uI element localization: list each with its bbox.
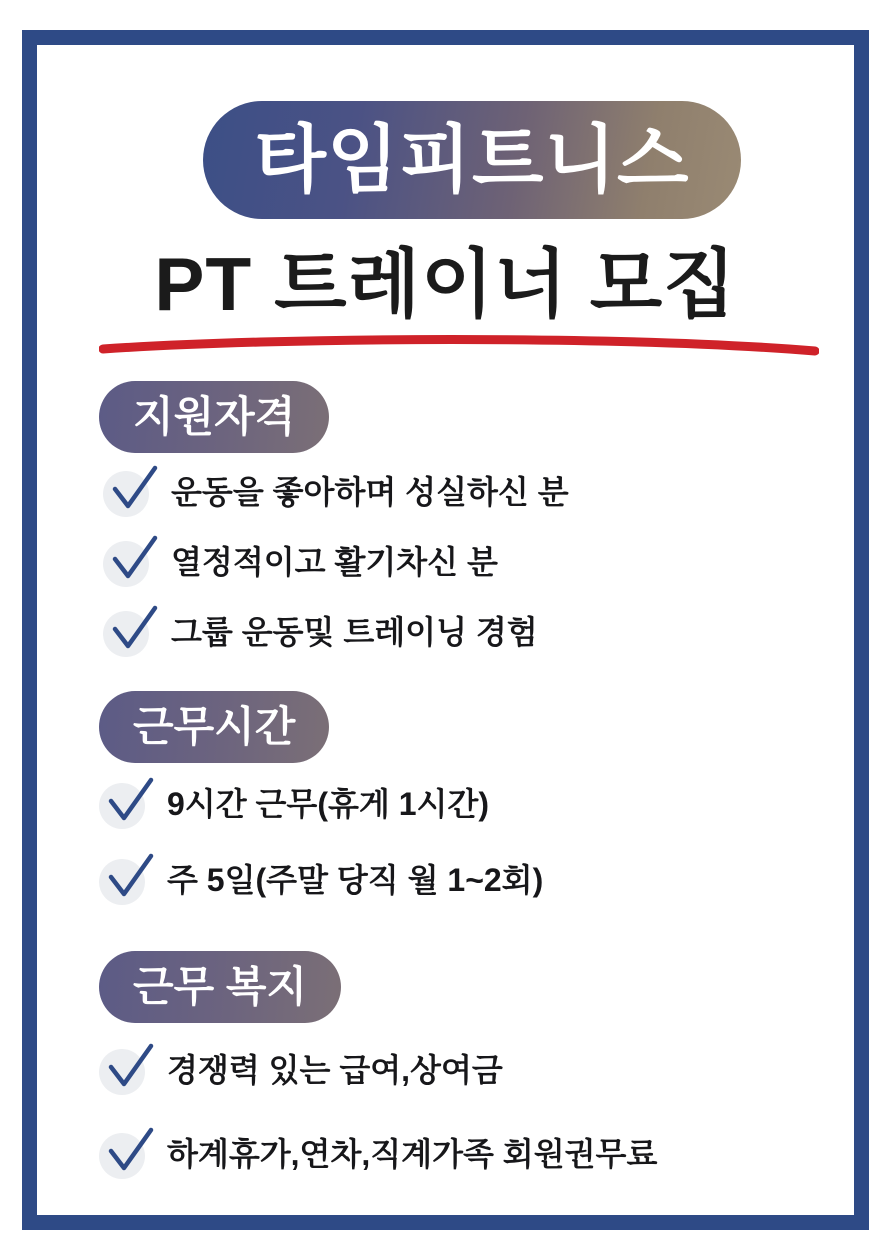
list-item bbox=[99, 1041, 799, 1099]
check-icon bbox=[99, 1041, 157, 1099]
brand-pill bbox=[203, 101, 741, 219]
check-icon bbox=[99, 1125, 157, 1183]
list-item-label: 운동을 좋아하며 성실하신 분 bbox=[171, 473, 569, 510]
section-title: 근무 복지 bbox=[133, 963, 307, 1010]
checkmark-glyph bbox=[103, 1125, 157, 1179]
check-icon bbox=[103, 533, 161, 591]
section-title: 근무시간 bbox=[133, 703, 296, 750]
list-benefits bbox=[99, 1041, 799, 1209]
list-item-label: 하계휴가,연차,직계가족 회원권무료 bbox=[167, 1135, 658, 1172]
section-header-benefits bbox=[99, 951, 341, 1023]
headline-underline-icon bbox=[99, 335, 819, 357]
list-item-label: 열정적이고 활기차신 분 bbox=[171, 543, 498, 580]
poster bbox=[22, 30, 869, 1230]
checkmark-glyph bbox=[107, 463, 161, 517]
poster-border bbox=[34, 42, 857, 1218]
checkmark-glyph bbox=[103, 775, 157, 829]
list-item bbox=[103, 463, 803, 521]
section-header-hours bbox=[99, 691, 329, 763]
list-item-label: 주 5일(주말 당직 월 1~2회) bbox=[167, 861, 544, 898]
list-item-label: 경쟁력 있는 급여,상여금 bbox=[167, 1051, 503, 1088]
page-title: PT 트레이너 모집 bbox=[154, 242, 737, 326]
check-icon bbox=[103, 463, 161, 521]
list-item bbox=[99, 775, 799, 833]
list-item bbox=[99, 851, 799, 909]
checkmark-glyph bbox=[103, 1041, 157, 1095]
section-title: 지원자격 bbox=[133, 393, 296, 440]
list-item bbox=[103, 603, 803, 661]
list-item bbox=[99, 1125, 799, 1183]
check-icon bbox=[103, 603, 161, 661]
check-icon bbox=[99, 851, 157, 909]
checkmark-glyph bbox=[107, 533, 161, 587]
list-item bbox=[103, 533, 803, 591]
check-icon bbox=[99, 775, 157, 833]
list-qualification bbox=[103, 463, 803, 673]
list-hours bbox=[99, 775, 799, 927]
checkmark-glyph bbox=[107, 603, 161, 657]
checkmark-glyph bbox=[103, 851, 157, 905]
section-header-qualification bbox=[99, 381, 329, 453]
list-item-label: 그룹 운동및 트레이닝 경험 bbox=[171, 613, 538, 650]
poster-canvas bbox=[55, 63, 836, 1197]
list-item-label: 9시간 근무(휴게 1시간) bbox=[167, 785, 489, 822]
brand-name: 타임피트니스 bbox=[254, 118, 690, 201]
